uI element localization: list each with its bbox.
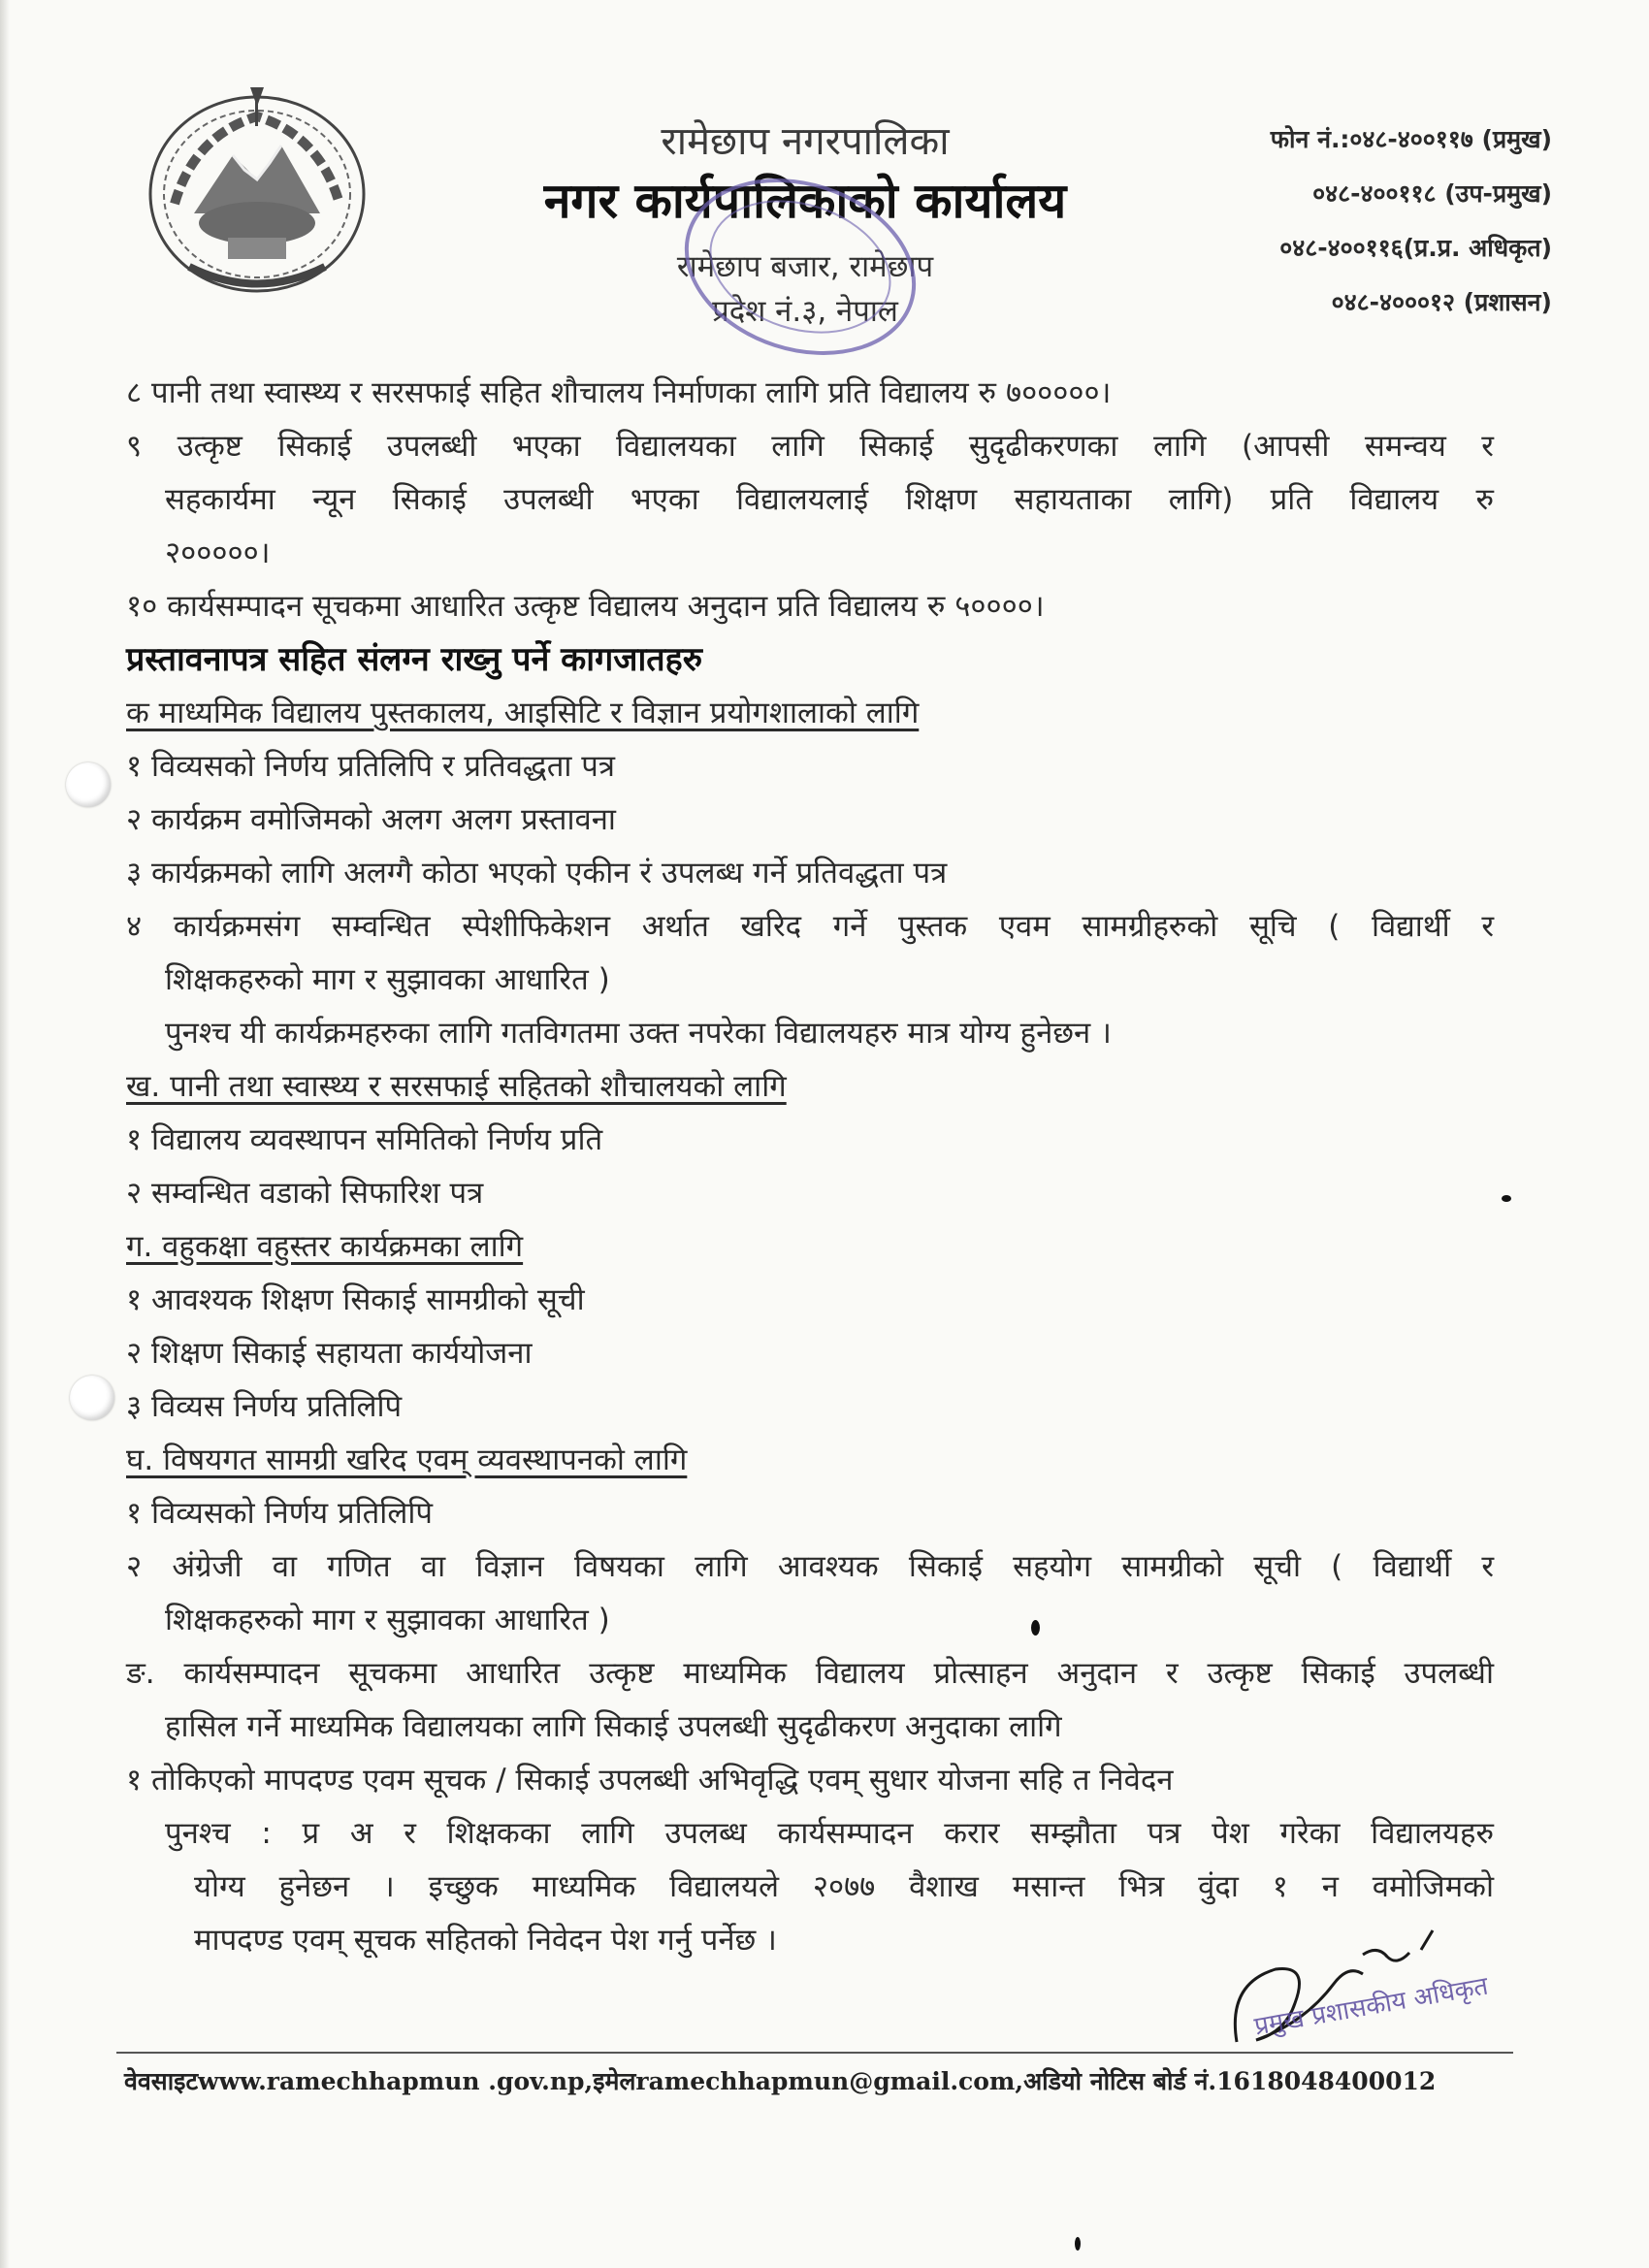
phone-deputy: ०४८-४००११८ (उप-प्रमुख) xyxy=(1312,179,1552,208)
ink-speck xyxy=(1075,2237,1081,2251)
notice-body xyxy=(126,367,1494,1967)
item-10: १० कार्यसम्पादन सूचकमा आधारित उत्कृष्ट विद्यालय अनुदान प्रति विद्यालय रु ५००००। xyxy=(126,589,1045,624)
section-ga-heading: ग. वहुकक्षा वहुस्तर कार्यक्रमका लागि xyxy=(126,1229,524,1264)
item-8: ८ पानी तथा स्वास्थ्य र सरसफाई सहित शौचालय निर्माणका लागि प्रति विद्यालय रु ७०००००। xyxy=(126,375,1112,410)
province-line: प्रदेश नं.३, नेपाल xyxy=(712,294,898,329)
phone-list xyxy=(1271,113,1552,330)
office-stamp-icon xyxy=(669,170,931,364)
footer-contact: वेवसाइटwww.ramechhapmun .gov.np,इमेलramechhapmun@gmail.com,अडियो नोटिस बोर्ड नं.1618048400012 xyxy=(124,2067,1437,2095)
ga-item-2: २ शिक्षण सिकाई सहायता कार्ययोजना xyxy=(126,1336,533,1371)
gha-item-1: १ विव्यसको निर्णय प्रतिलिपि xyxy=(126,1496,433,1531)
section-ka-heading: क माध्यमिक विद्यालय पुस्तकालय, आइसिटि र विज्ञान प्रयोगशालाको लागि xyxy=(126,696,920,730)
nga-note-line-3: मापदण्ड एवम् सूचक सहितको निवेदन पेश गर्नु पर्नेछ । xyxy=(194,1923,777,1958)
section-kha-heading: ख. पानी तथा स्वास्थ्य र सरसफाई सहितको शौचालयको लागि xyxy=(126,1069,787,1104)
kha-item-2: २ सम्वन्धित वडाको सिफारिश पत्र xyxy=(126,1176,484,1211)
item-9-line-1: ९ उत्कृष्ट सिकाई उपलब्धी भएका विद्यालयका लागि सिकाई सुदृढीकरणका लागि (आपसी समन्वय र xyxy=(126,429,1494,464)
section-nga-heading-line-2: हासिल गर्ने माध्यमिक विद्यालयका लागि सिकाई उपलब्धी सुदृढीकरण अनुदाका लागि xyxy=(165,1709,1062,1744)
office-name: नगर कार्यपालिकाको कार्यालय xyxy=(543,173,1067,229)
section-gha-heading: घ. विषयगत सामग्री खरिद एवम् व्यवस्थापनको लागि xyxy=(126,1442,688,1477)
ka-item-2: २ कार्यक्रम वमोजिमको अलग अलग प्रस्तावना xyxy=(126,802,616,837)
nga-item-1: १ तोकिएको मापदण्ड एवम सूचक / सिकाई उपलब्धी अभिवृद्धि एवम् सुधार योजना सहि त निवेदन xyxy=(126,1763,1174,1798)
nga-note-line-2: योग्य हुनेछन । इच्छुक माध्यमिक विद्यालयले २०७७ वैशाख मसान्त भित्र वुंदा १ न वमोजिमको xyxy=(194,1869,1494,1904)
gha-item-2-line-2: शिक्षकहरुको माग र सुझावका आधारित ) xyxy=(165,1603,610,1637)
ink-speck xyxy=(1031,1620,1040,1636)
government-emblem-icon xyxy=(136,78,378,301)
ka-item-4-line-1: ४ कार्यक्रमसंग सम्वन्धित स्पेशीफिकेशन अर्थात खरिद गर्ने पुस्तक एवम सामग्रीहरुको सूचि ( विद्यार्थी र xyxy=(126,909,1494,944)
footer-divider xyxy=(116,2052,1513,2054)
item-9-line-3: २०००००। xyxy=(165,535,271,570)
ka-item-4-line-2: शिक्षकहरुको माग र सुझावका आधारित ) xyxy=(165,962,610,997)
documents-heading: प्रस्तावनापत्र सहित संलग्न राख्नु पर्ने कागजातहरु xyxy=(126,640,703,679)
municipality-name: रामेछाप नगरपालिका xyxy=(661,119,950,164)
page-edge-shadow xyxy=(0,0,10,2268)
ga-item-3: ३ विव्यस निर्णय प्रतिलिपि xyxy=(126,1389,403,1424)
nga-note-line-1: पुनश्च : प्र अ र शिक्षकका लागि उपलब्ध कार्यसम्पादन करार सम्झौता पत्र पेश गरेका विद्यालयहरु xyxy=(165,1816,1494,1851)
kha-item-1: १ विद्यालय व्यवस्थापन समितिको निर्णय प्रति xyxy=(126,1122,603,1157)
punch-hole xyxy=(66,762,111,807)
phone-cao: ०४८-४००११६(प्र.प्र. अधिकृत) xyxy=(1279,234,1552,262)
phone-chief: फोन नं.:०४८-४००११७ (प्रमुख) xyxy=(1270,125,1552,153)
signatory-stamp: प्रमुख प्रशासकीय अधिकृत xyxy=(1251,1971,1491,2042)
ka-item-3: ३ कार्यक्रमको लागि अलग्गै कोठा भएको एकीन रं उपलब्ध गर्ने प्रतिवद्धता पत्र xyxy=(126,856,948,891)
office-address: रामेछाप बजार, रामेछाप xyxy=(676,249,934,284)
section-nga-heading-line-1: ङ. कार्यसम्पादन सूचकमा आधारित उत्कृष्ट माध्यमिक विद्यालय प्रोत्साहन अनुदान र उत्कृष्ट सिकाई उपलब्धी xyxy=(126,1656,1494,1691)
ga-item-1: १ आवश्यक शिक्षण सिकाई सामग्रीको सूची xyxy=(126,1282,585,1317)
phone-admin: ०४८-४०००१२ (प्रशासन) xyxy=(1331,288,1552,316)
ink-speck xyxy=(1502,1195,1511,1202)
ka-item-1: १ विव्यसको निर्णय प्रतिलिपि र प्रतिवद्धता पत्र xyxy=(126,749,615,784)
item-9-line-2: सहकार्यमा न्यून सिकाई उपलब्धी भएका विद्यालयलाई शिक्षण सहायताका लागि) प्रति विद्यालय रु xyxy=(165,482,1494,517)
gha-item-2-line-1: २ अंग्रेजी वा गणित वा विज्ञान विषयका लागि आवश्यक सिकाई सहयोग सामग्रीको सूची ( विद्यार्थी र xyxy=(126,1549,1494,1584)
punch-hole xyxy=(70,1376,114,1420)
ka-note: पुनश्च यी कार्यक्रमहरुका लागि गतविगतमा उक्त नपरेका विद्यालयहरु मात्र योग्य हुनेछन । xyxy=(165,1016,1112,1051)
